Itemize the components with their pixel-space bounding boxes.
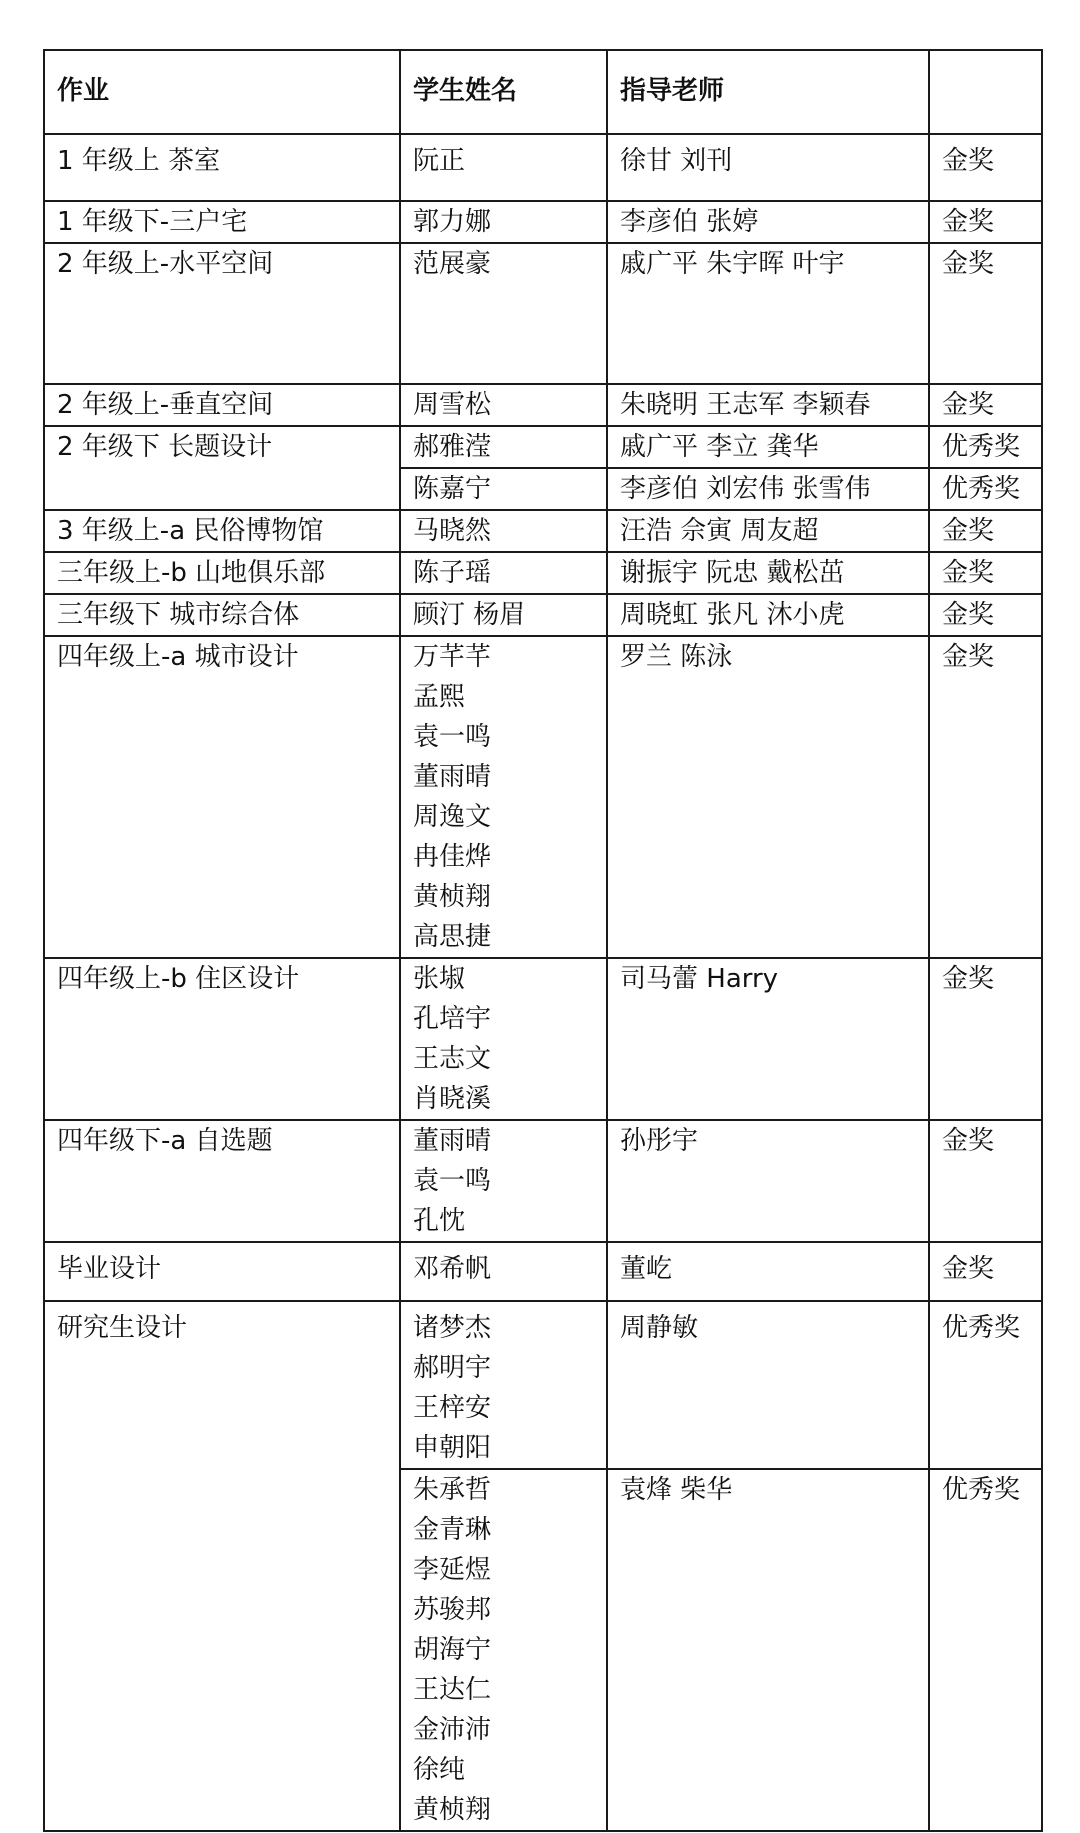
students-cell xyxy=(400,243,607,384)
students-cell xyxy=(400,594,607,636)
advisors-cell: 李彦伯 刘宏伟 张雪伟 xyxy=(607,468,929,510)
students-cell xyxy=(400,201,607,243)
student-name: 阮正 xyxy=(413,146,466,176)
assignment-cell: 四年级下-a 自选题 xyxy=(44,1120,400,1242)
assignment-cell: 四年级上-a 城市设计 xyxy=(44,636,400,958)
assignment-cell: 1 年级下-三户宅 xyxy=(44,201,400,243)
awards-table xyxy=(43,49,1043,1832)
student-name: 邓希帆 xyxy=(413,1254,492,1284)
student-name: 黄桢翔 xyxy=(413,1795,492,1825)
student-name: 马晓然 xyxy=(413,516,492,546)
award-cell: 金奖 xyxy=(929,636,1042,958)
table-row xyxy=(44,594,1042,636)
student-name: 金沛沛 xyxy=(413,1715,492,1745)
student-name: 万芊芊 xyxy=(413,642,492,672)
students-cell xyxy=(400,958,607,1120)
award-cell: 金奖 xyxy=(929,1242,1042,1301)
student-name: 袁一鸣 xyxy=(413,722,492,752)
student-name: 王达仁 xyxy=(413,1675,492,1705)
assignment-cell: 三年级上-b 山地俱乐部 xyxy=(44,552,400,594)
student-name: 冉佳烨 xyxy=(413,842,492,872)
table-row xyxy=(44,636,1042,958)
award-cell: 金奖 xyxy=(929,243,1042,384)
student-name: 范展豪 xyxy=(413,249,492,279)
student-name: 董雨晴 xyxy=(413,762,492,792)
assignment-cell: 2 年级上-水平空间 xyxy=(44,243,400,384)
award-cell: 优秀奖 xyxy=(929,468,1042,510)
advisors-cell: 董屹 xyxy=(607,1242,929,1301)
student-name: 郝明宇 xyxy=(413,1353,492,1383)
advisors-cell: 周晓虹 张凡 沐小虎 xyxy=(607,594,929,636)
award-cell: 金奖 xyxy=(929,201,1042,243)
assignment-cell: 3 年级上-a 民俗博物馆 xyxy=(44,510,400,552)
advisors-cell: 周静敏 xyxy=(607,1301,929,1469)
assignment-cell: 1 年级上 茶室 xyxy=(44,134,400,201)
assignment-cell: 2 年级下 长题设计 xyxy=(44,426,400,510)
student-name: 肖晓溪 xyxy=(413,1084,492,1114)
student-name: 袁一鸣 xyxy=(413,1166,492,1196)
table-row xyxy=(44,510,1042,552)
students-cell xyxy=(400,134,607,201)
table-row xyxy=(44,958,1042,1120)
student-name: 陈嘉宁 xyxy=(413,474,492,504)
table-row xyxy=(44,1120,1042,1242)
students-cell xyxy=(400,426,607,468)
advisors-cell: 李彦伯 张婷 xyxy=(607,201,929,243)
assignment-cell: 毕业设计 xyxy=(44,1242,400,1301)
header-student-name: 学生姓名 xyxy=(400,50,607,134)
student-name: 王梓安 xyxy=(413,1393,492,1423)
table-row xyxy=(44,134,1042,201)
students-cell xyxy=(400,1469,607,1831)
table-row xyxy=(44,201,1042,243)
student-name: 张埱 xyxy=(413,964,466,994)
header-assignment: 作业 xyxy=(44,50,400,134)
students-cell xyxy=(400,552,607,594)
advisors-cell: 戚广平 朱宇晖 叶宇 xyxy=(607,243,929,384)
student-name: 诸梦杰 xyxy=(413,1313,492,1343)
advisors-cell: 朱晓明 王志军 李颖春 xyxy=(607,384,929,426)
students-cell xyxy=(400,1120,607,1242)
assignment-cell: 三年级下 城市综合体 xyxy=(44,594,400,636)
award-cell: 金奖 xyxy=(929,134,1042,201)
student-name: 郭力娜 xyxy=(413,207,492,237)
assignment-cell: 四年级上-b 住区设计 xyxy=(44,958,400,1120)
advisors-cell: 罗兰 陈泳 xyxy=(607,636,929,958)
students-cell xyxy=(400,510,607,552)
student-name: 李延煜 xyxy=(413,1555,492,1585)
award-cell: 优秀奖 xyxy=(929,1301,1042,1469)
advisors-cell: 谢振宇 阮忠 戴松茁 xyxy=(607,552,929,594)
table-header-row xyxy=(44,50,1042,134)
student-name: 王志文 xyxy=(413,1044,492,1074)
advisors-cell: 汪浩 佘寅 周友超 xyxy=(607,510,929,552)
student-name: 孔忱 xyxy=(413,1206,466,1236)
award-cell: 优秀奖 xyxy=(929,1469,1042,1831)
student-name: 顾汀 杨眉 xyxy=(413,600,526,630)
students-cell xyxy=(400,636,607,958)
advisors-cell: 袁烽 柴华 xyxy=(607,1469,929,1831)
student-name: 胡海宁 xyxy=(413,1635,492,1665)
students-cell xyxy=(400,1301,607,1469)
table-row xyxy=(44,384,1042,426)
students-cell xyxy=(400,468,607,510)
assignment-cell: 研究生设计 xyxy=(44,1301,400,1831)
table-row xyxy=(44,1242,1042,1301)
student-name: 高思捷 xyxy=(413,922,492,952)
student-name: 周逸文 xyxy=(413,802,492,832)
assignment-cell: 2 年级上-垂直空间 xyxy=(44,384,400,426)
student-name: 徐纯 xyxy=(413,1755,466,1785)
student-name: 孟熙 xyxy=(413,682,466,712)
advisors-cell: 戚广平 李立 龚华 xyxy=(607,426,929,468)
award-cell: 金奖 xyxy=(929,1120,1042,1242)
header-award xyxy=(929,50,1042,134)
header-advisor: 指导老师 xyxy=(607,50,929,134)
student-name: 苏骏邦 xyxy=(413,1595,492,1625)
student-name: 朱承哲 xyxy=(413,1475,492,1505)
student-name: 董雨晴 xyxy=(413,1126,492,1156)
student-name: 黄桢翔 xyxy=(413,882,492,912)
student-name: 郝雅滢 xyxy=(413,432,492,462)
award-cell: 金奖 xyxy=(929,384,1042,426)
award-cell: 金奖 xyxy=(929,510,1042,552)
table-row xyxy=(44,426,1042,468)
student-name: 金青琳 xyxy=(413,1515,492,1545)
student-name: 周雪松 xyxy=(413,390,492,420)
award-cell: 金奖 xyxy=(929,552,1042,594)
advisors-cell: 司马蕾 Harry xyxy=(607,958,929,1120)
student-name: 申朝阳 xyxy=(413,1433,492,1463)
table-row xyxy=(44,1301,1042,1469)
award-cell: 金奖 xyxy=(929,594,1042,636)
award-cell: 金奖 xyxy=(929,958,1042,1120)
students-cell xyxy=(400,1242,607,1301)
advisors-cell: 徐甘 刘刊 xyxy=(607,134,929,201)
advisors-cell: 孙彤宇 xyxy=(607,1120,929,1242)
student-name: 孔培宇 xyxy=(413,1004,492,1034)
award-cell: 优秀奖 xyxy=(929,426,1042,468)
table-row xyxy=(44,243,1042,384)
table-row xyxy=(44,552,1042,594)
students-cell xyxy=(400,384,607,426)
student-name: 陈子瑶 xyxy=(413,558,492,588)
